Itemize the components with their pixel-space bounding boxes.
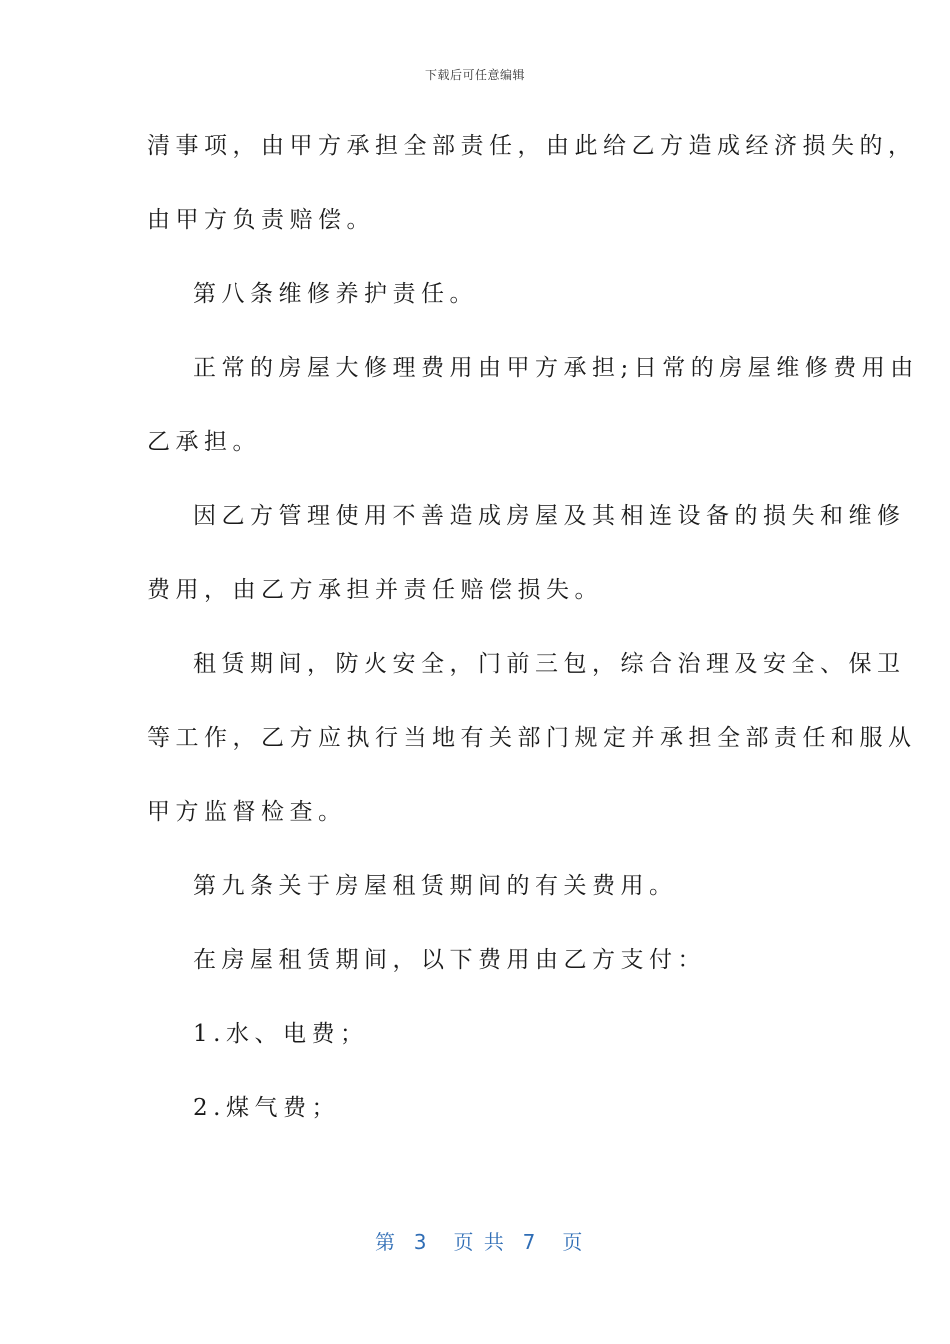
paragraph-line: 等工作，乙方应执行当地有关部门规定并承担全部责任和服从	[147, 725, 917, 751]
paragraph-line: 租赁期间，防火安全，门前三包，综合治理及安全、保卫	[193, 651, 906, 677]
paragraph-line: 清事项，由甲方承担全部责任，由此给乙方造成经济损失的，	[147, 133, 917, 159]
page-header: 下载后可任意编辑	[424, 68, 525, 82]
list-item: 1.水、电费；	[193, 1021, 369, 1047]
paragraph-line: 在房屋租赁期间，以下费用由乙方支付：	[193, 947, 706, 973]
paragraph-line: 费用，由乙方承担并责任赔偿损失。	[147, 577, 603, 603]
paragraph-line: 乙承担。	[147, 429, 261, 455]
article-heading: 第九条关于房屋租赁期间的有关费用。	[193, 873, 678, 899]
article-heading: 第八条维修养护责任。	[193, 281, 478, 307]
paragraph-line: 正常的房屋大修理费用由甲方承担;日常的房屋维修费用由	[193, 355, 919, 381]
paragraph-line: 由甲方负责赔偿。	[147, 207, 375, 233]
paragraph-line: 甲方监督检查。	[147, 799, 347, 825]
paragraph-line: 因乙方管理使用不善造成房屋及其相连设备的损失和维修	[193, 503, 906, 529]
page-number-footer: 第 3 页 共 7 页	[375, 1230, 585, 1254]
document-body	[147, 126, 919, 1162]
list-item: 2.煤气费；	[193, 1095, 340, 1121]
